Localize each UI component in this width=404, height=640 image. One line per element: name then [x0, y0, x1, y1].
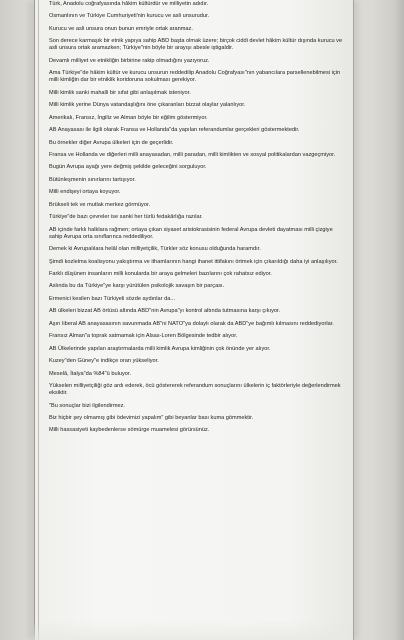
- paragraph-26: Fransız Alman"a toprak satmamak için Alsas-Loren Bölgesinde tedbir alıyor.: [49, 333, 238, 340]
- paragraph-11: Bu örnekler diğer Avrupa ülkeleri için de geçerlidir.: [49, 139, 174, 146]
- paragraph-33: Milli hassasiyeti kaybedenlerse sömürge muamelesi görürsünüz.: [49, 427, 210, 434]
- document-body: [49, 1, 345, 434]
- document-sheet: [34, 0, 354, 640]
- paragraph-20: Şimdi kozlelma koalisyonu yakıştırma ve ithamlarının hangi ihanet ittifakını örtmek için çıkarıldığı daha iyi anlaşılıyor.: [49, 258, 338, 265]
- paragraph-2: Osmanlının ve Türkiye Cumhuriyeti'nin kurucu ve asli unsurudur.: [49, 13, 210, 20]
- paragraph-29: Meselâ, İtalya"da %84"ü buluyor.: [49, 370, 132, 377]
- sheet-bottom-fade: [34, 620, 352, 640]
- sheet-edge-line: [38, 0, 39, 640]
- paragraph-12: Fransa ve Hollanda ve diğerleri milli anayasadan, milli paradan, milli kimlikten ve sosyal politikalardan vazgeçmiyor.: [49, 152, 336, 158]
- paragraph-18: AB içinde farklı halklara rağmen; ortaya çıkan siyaset aristokrasisinin federal Avrupa devleti dayatması milli çizgiye sahip Avrupa orta sınıflarınca reddediliyor.: [49, 226, 333, 240]
- paragraph-22: Aslında bu da Türkiye"ye karşı yürütülen psikolojik savaşın bir parçası.: [49, 283, 225, 290]
- paragraph-14: Bütünleşmenin sınırlarını tartışıyor.: [49, 176, 136, 183]
- paragraph-19: Demek ki Avrupalılara helâl olan milliyetçilik, Türkler söz konusu olduğunda haramdır.: [49, 246, 261, 253]
- paragraph-6: Ama Türkiye"de hâkim kültür ve kurucu unsurun reddedilip Anadolu Coğrafyası"nın yabancılara parsellenebilmesi için milli kimliğin dar bir etniklik koridoruna sokulması gerekiyor.: [49, 70, 341, 84]
- paragraph-31: "Bu sonuçlar bizi ilgilendirmez.: [49, 402, 125, 409]
- paragraph-4: Son derece karmaşık bir etnik yapıya sahip ABD başta olmak üzere; birçok ciddi devlet hâkim kültür dışında kurucu ve asli unsura ortak aramazken; Türkiye"nin böyle bir arayışı abesle iştigaldir.: [49, 38, 343, 52]
- paragraph-5: Devamlı milliyet ve etnikliğin birbirine rakip olmadığını yazıyoruz.: [49, 57, 210, 64]
- paragraph-25: Aşırı liberal AB anayasasının savunmada AB"ni NATO"ya dolaylı olarak da ABD"ye bağımlı kılmasını reddediyorlar.: [49, 320, 334, 327]
- paragraph-7: Milli kimlik sanki mahalli bir sıfat gibi anlaşılmak isteniyor.: [49, 89, 191, 96]
- paragraph-28: Kuzey"den Güney"e indikçe oran yükseliyor.: [49, 358, 159, 365]
- paragraph-21: Farklı düşünen insanların milli konularda bir araya gelmeleri bazılarını çok rahatsız ediyor.: [49, 271, 272, 278]
- paragraph-24: AB ülkeleri bizzat AB örtüsü altında ABD"nin Avrupa"yı kontrol altında tutmasına karşı çıkıyor.: [49, 308, 281, 315]
- paragraph-3: Kurucu ve asli unsura onun bunun emriyle ortak aranmaz.: [49, 25, 193, 32]
- paragraph-32: Biz hiçbir şey olmamış gibi ödevimizi yapalım" gibi beyanlar bası kuma gömmektir.: [49, 414, 254, 421]
- paragraph-8: Milli kimlik yerine Dünya vatandaşlığını öne çıkaranları bizzat olaylar yalanlıyor.: [49, 102, 246, 109]
- paragraph-16: Brükseli tek ve mutlak merkez görmüyor.: [49, 201, 151, 208]
- paragraph-27: AB Ülkelerinde yapılan araştırmalarda milli kimlik Avrupa kimliğinin çok önünde yer alıyor.: [49, 345, 271, 352]
- paragraph-23: Ermenici kesilen bazı Türkiyeli sözde aydınlar da...: [49, 295, 176, 302]
- paragraph-9: Amerikalı, Fransız, İngiliz ve Alman böyle bir eğilim göstermiyor.: [49, 114, 208, 121]
- paragraph-13: Bugün Avrupa ayağı yere değmiş şekilde geleceğini sorguluyor.: [49, 164, 207, 171]
- paragraph-10: AB Anayasası ile ilgili olarak Fransa ve Hollanda"da yapılan referandumlar gerçekleri göstermektedir.: [49, 127, 300, 134]
- paragraph-15: Milli endişeyi ortaya koyuyor.: [49, 189, 121, 196]
- photo-edge-shadow: [394, 0, 404, 640]
- paragraph-30: Yükselen milliyetçiliği göz ardı ederek, öcü göstererek referandum sonuçlarını ülkelerin iç faktörleriyle değerlendirmek eksiktir.: [49, 382, 341, 397]
- paragraph-1: Türk, Anadolu coğrafyasında hâkim kültürdür ve milliyetin adıdır.: [49, 1, 209, 7]
- paragraph-17: Türkiye"de bazı çevreler ise sanki her türlü fedakârlığa razılar.: [49, 214, 203, 221]
